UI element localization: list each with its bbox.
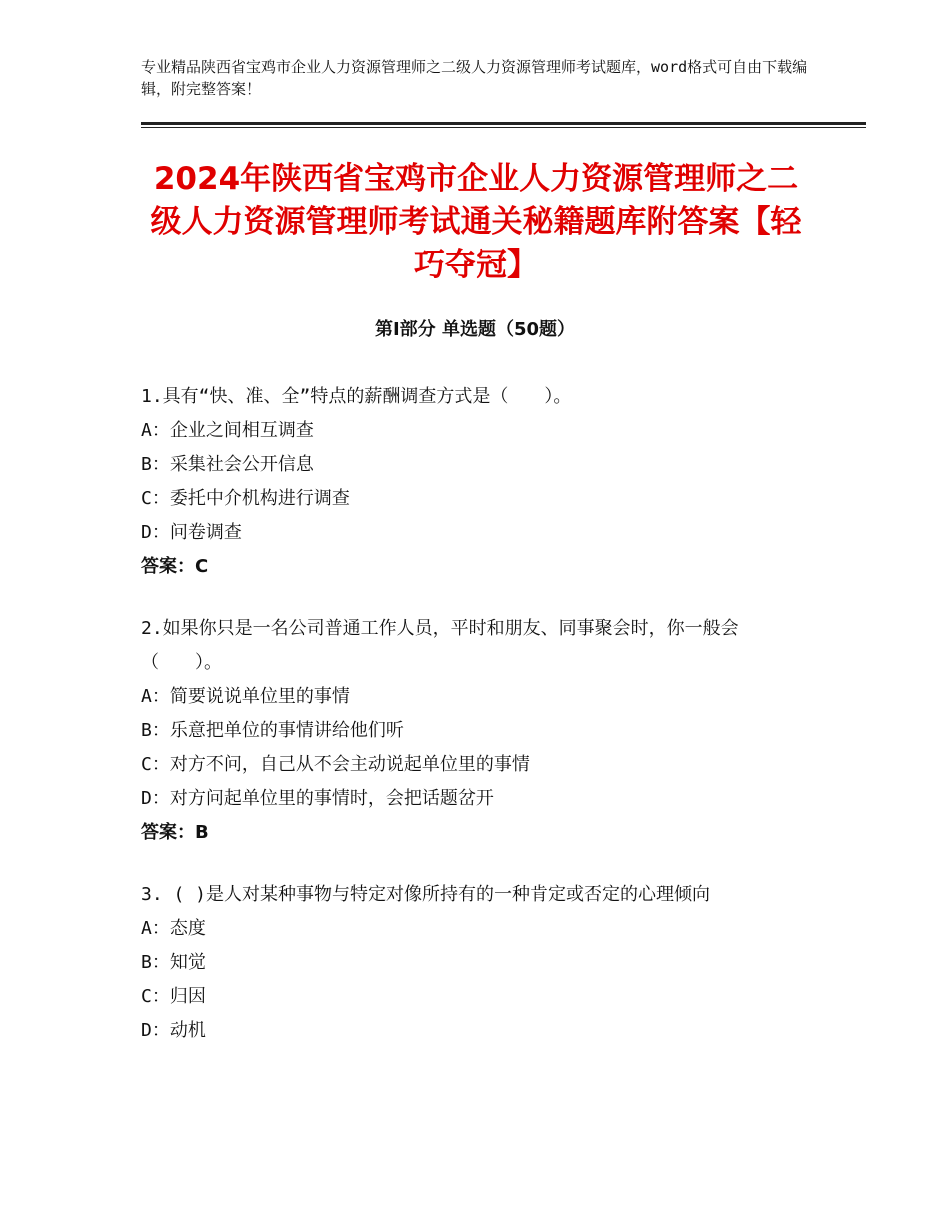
option-a: A：企业之间相互调查	[141, 420, 314, 441]
option-c: C：委托中介机构进行调查	[141, 488, 350, 509]
option-d: D：问卷调查	[141, 522, 242, 543]
option-a: A：态度	[141, 918, 206, 939]
option-c: C：对方不问，自己从不会主动说起单位里的事情	[141, 754, 530, 775]
answer: 答案：B	[141, 822, 209, 843]
option-d: D：动机	[141, 1020, 206, 1041]
question-3	[141, 878, 811, 1048]
question-list	[141, 380, 811, 1076]
option-c: C：归因	[141, 986, 206, 1007]
option-b: B：采集社会公开信息	[141, 454, 314, 475]
document-title: 2024年陕西省宝鸡市企业人力资源管理师之二级人力资源管理师考试通关秘籍题库附答案【轻巧夺冠】	[150, 161, 802, 283]
option-d: D：对方问起单位里的事情时，会把话题岔开	[141, 788, 494, 809]
section-title: 第Ⅰ部分 单选题（50题）	[374, 319, 575, 340]
header-divider	[141, 122, 866, 125]
question-2	[141, 612, 811, 850]
question-stem: 3. ( )是人对某种事物与特定对像所持有的一种肯定或否定的心理倾向	[141, 884, 711, 905]
header-note: 专业精品陕西省宝鸡市企业人力资源管理师之二级人力资源管理师考试题库，word格式可自由下载编辑，附完整答案！	[141, 58, 808, 98]
option-a: A：简要说说单位里的事情	[141, 686, 350, 707]
answer: 答案：C	[141, 556, 209, 577]
question-stem: 1.具有“快、准、全”特点的薪酬调查方式是（ ）。	[141, 386, 572, 407]
question-stem: 2.如果你只是一名公司普通工作人员，平时和朋友、同事聚会时，你一般会（ ）。	[141, 618, 739, 673]
option-b: B：知觉	[141, 952, 206, 973]
question-1	[141, 380, 811, 584]
option-b: B：乐意把单位的事情讲给他们听	[141, 720, 404, 741]
